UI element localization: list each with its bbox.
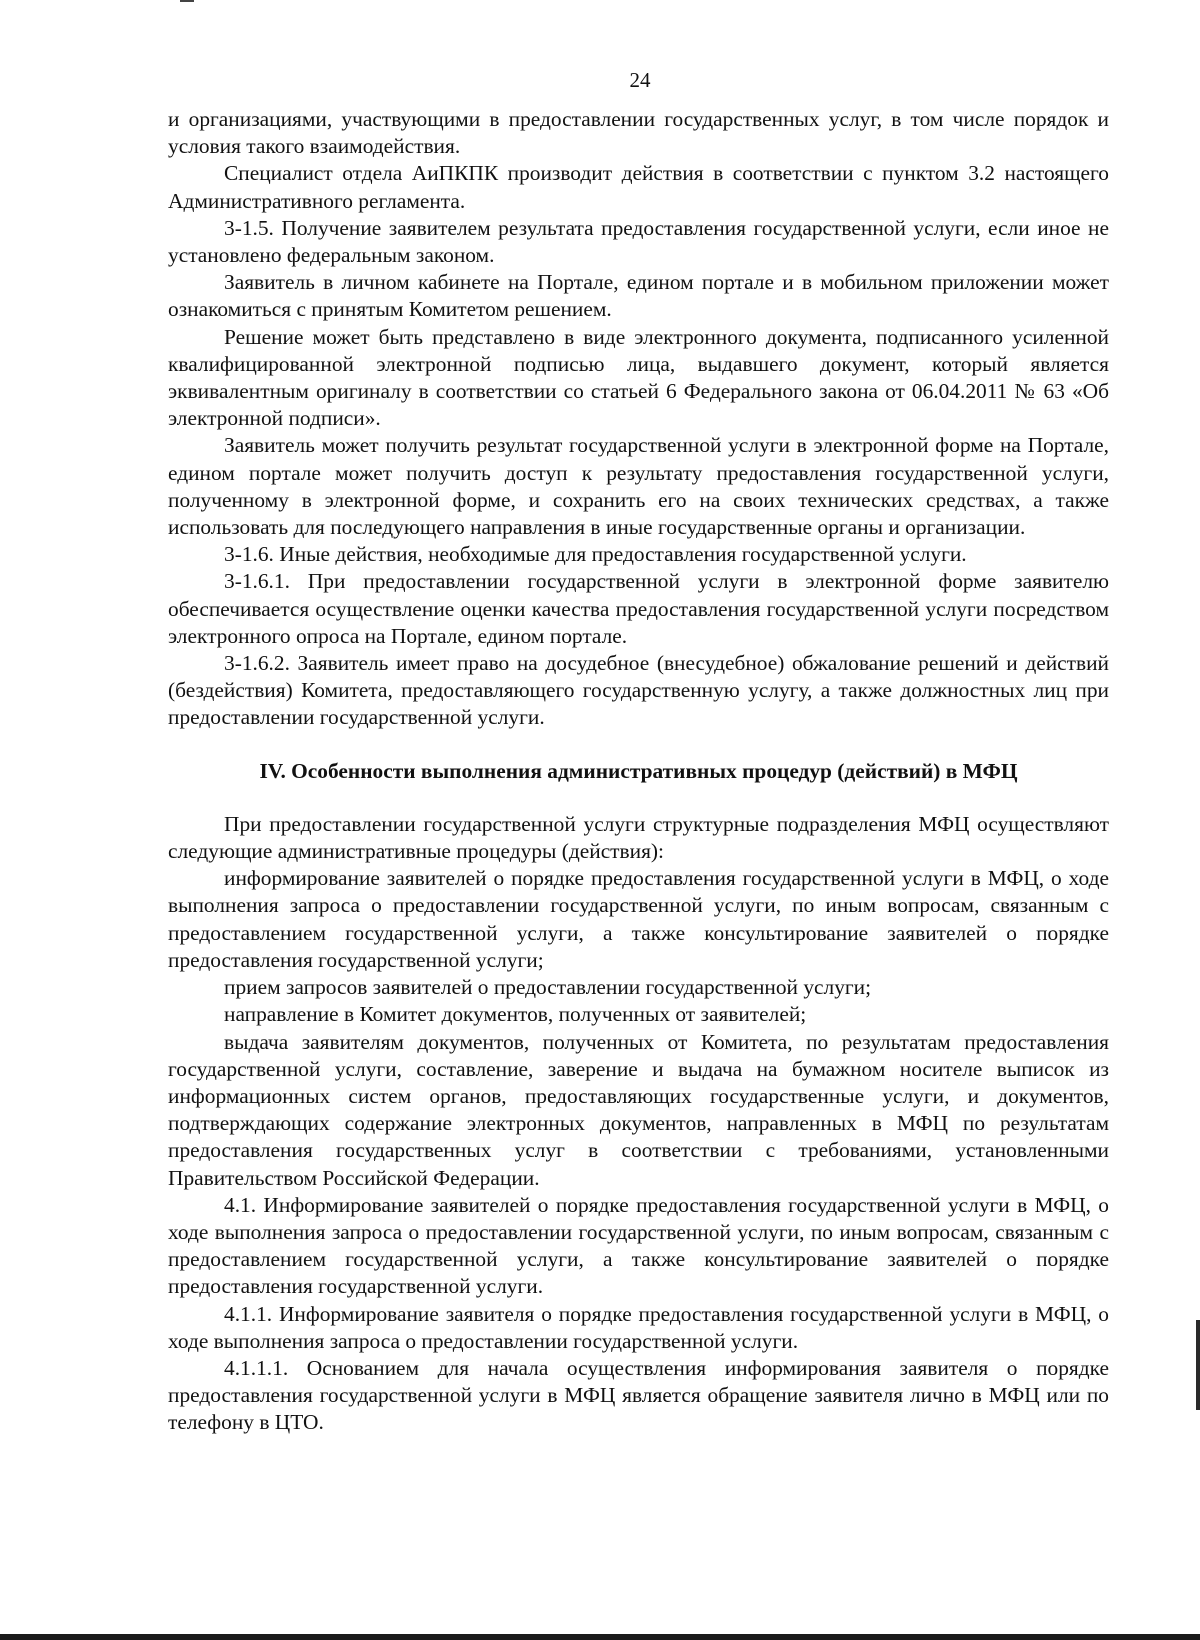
paragraph: Заявитель в личном кабинете на Портале, едином портале и в мобильном приложении может ознакомиться с принятым Комитетом решением. — [168, 270, 1109, 322]
paragraph: направление в Комитет документов, полученных от заявителей; — [224, 1002, 807, 1027]
paragraph: Специалист отдела АиПКПК производит действия в соответствии с пунктом 3.2 настоящего Административного регламента. — [168, 161, 1109, 213]
scan-mark — [180, 0, 194, 2]
page-number: 24 — [629, 68, 651, 92]
paragraph: 3-1.6.2. Заявитель имеет право на досудебное (внесудебное) обжалование решений и действий (бездействия) Комитета, предоставляющего государственную услугу, а также должностных лиц при предоставлении государственной услуги. — [168, 651, 1109, 730]
paragraph: и организациями, участвующими в предоставлении государственных услуг, в том числе порядок и условия такого взаимодействия. — [168, 107, 1109, 159]
paragraph: 3-1.6.1. При предоставлении государственной услуги в электронной форме заявителю обеспечивается осуществление оценки качества предоставления государственной услуги посредством электронного опроса на Портале, едином портале. — [168, 569, 1109, 648]
scan-edge — [1196, 1320, 1200, 1410]
paragraph: 3-1.6. Иные действия, необходимые для предоставления государственной услуги. — [224, 542, 967, 567]
paragraph: Решение может быть представлено в виде электронного документа, подписанного усиленной квалифицированной электронной подписью лица, выдавшего документ, который является эквивалентным оригиналу в соответствии со статьей 6 Федерального закона от 06.04.2011 № 63 «Об электронной подписи». — [168, 324, 1109, 431]
paragraph: Заявитель может получить результат государственной услуги в электронной форме на Портале, едином портале может получить доступ к результату предоставления государственной услуги, полученному в электронной форме, и сохранить его на своих технических средствах, а также использовать для последующего направления в иные государственные органы и организации. — [168, 433, 1109, 540]
document-body — [168, 106, 1109, 1437]
scan-edge — [0, 1634, 1200, 1640]
paragraph: 4.1.1.1. Основанием для начала осуществления информирования заявителя о порядке предоставления государственной услуги в МФЦ является обращение заявителя лично в МФЦ или по телефону в ЦТО. — [168, 1355, 1109, 1435]
paragraph: прием запросов заявителей о предоставлении государственной услуги; — [224, 975, 872, 1000]
section-heading: IV. Особенности выполнения административных процедур (действий) в МФЦ — [259, 758, 1018, 783]
paragraph: информирование заявителей о порядке предоставления государственной услуги в МФЦ, о ходе выполнения запроса о предоставлении государственной услуги, по иным вопросам, связанным с предоставлением государственной услуги, а также консультирование заявителей о порядке предоставления государственной услуги; — [168, 866, 1109, 972]
paragraph: 4.1.1. Информирование заявителя о порядке предоставления государственной услуги в МФЦ, о ходе выполнения запроса о предоставлении государственной услуги. — [168, 1301, 1109, 1353]
paragraph: При предоставлении государственной услуги структурные подразделения МФЦ осуществляют следующие административные процедуры (действия): — [168, 811, 1109, 864]
paragraph: 3-1.5. Получение заявителем результата предоставления государственной услуги, если иное не установлено федеральным законом. — [168, 215, 1109, 268]
paragraph: 4.1. Информирование заявителей о порядке предоставления государственной услуги в МФЦ, о ходе выполнения запроса о предоставлении государственной услуги, по иным вопросам, связанным с предоставлением государственной услуги, а также консультирование заявителей о порядке предоставления государственной услуги. — [168, 1192, 1109, 1299]
paragraph: выдача заявителям документов, полученных от Комитета, по результатам предоставления государственной услуги, составление, заверение и выдача на бумажном носителе выписок из информационных систем органов, предоставляющих государственные услуги, и документов, подтверждающих содержание электронных документов, направленных в МФЦ по результатам предоставления государственных услуг в соответствии с требованиями, установленными Правительством Российской Федерации. — [168, 1029, 1109, 1190]
